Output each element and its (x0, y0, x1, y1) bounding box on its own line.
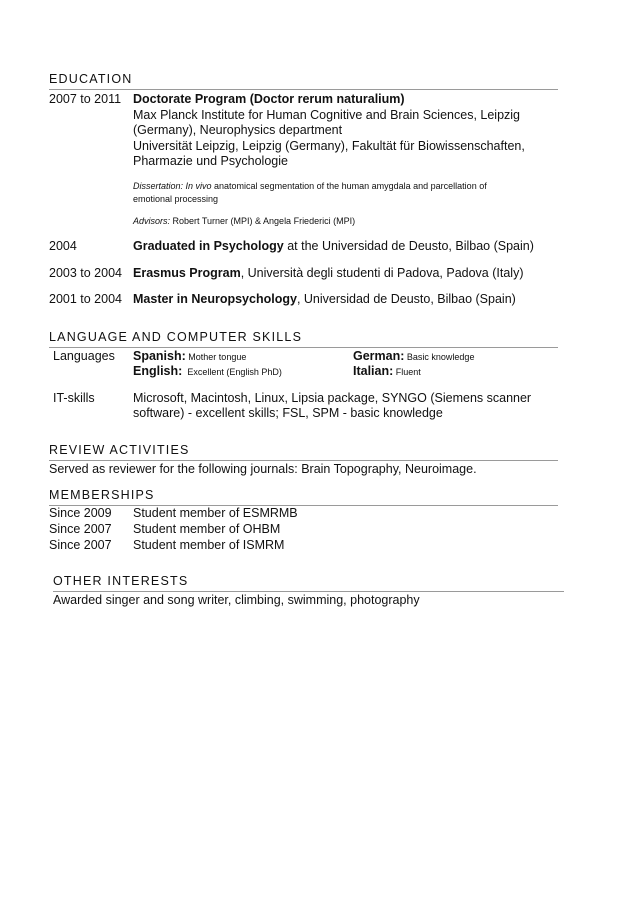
interests-heading: OTHER INTERESTS (53, 574, 189, 588)
english-label: English: (133, 364, 183, 378)
english-entry (133, 363, 282, 379)
master-title: Master in Neuropsychology (133, 292, 297, 306)
advisors-line (133, 214, 355, 228)
spanish-level: Mother tongue (185, 352, 247, 362)
psych-years: 2004 (49, 239, 77, 253)
erasmus-years: 2003 to 2004 (49, 266, 122, 280)
languages-label: Languages (53, 349, 115, 363)
membership-since: Since 2007 (49, 522, 112, 536)
doctorate-years: 2007 to 2011 (49, 92, 122, 106)
it-skills-label: IT-skills (53, 391, 95, 405)
doctorate-line2: (Germany), Neurophysics department (133, 123, 343, 137)
master-rest: , Universidad de Deusto, Bilbao (Spain) (296, 292, 516, 306)
membership-since: Since 2007 (49, 538, 112, 552)
doctorate-line1: Max Planck Institute for Human Cognitive and Brain Sciences, Leipzig (133, 108, 520, 122)
dissertation-line2: emotional processing (133, 194, 219, 204)
dissertation-text: anatomical segmentation of the human amygdala and parcellation of (211, 181, 487, 191)
interests-text: Awarded singer and song writer, climbing, swimming, photography (53, 593, 420, 607)
skills-rule (49, 347, 558, 348)
membership-since: Since 2009 (49, 506, 112, 520)
erasmus-title: Erasmus Program (133, 266, 241, 280)
doctorate-title: Doctorate Program (Doctor rerum naturalium) (133, 92, 405, 106)
psych-title: Graduated in Psychology (133, 239, 284, 253)
erasmus-rest: , Università degli studenti di Padova, Padova (Italy) (240, 266, 524, 280)
membership-text: Student member of OHBM (133, 522, 281, 536)
spanish-label: Spanish: (133, 349, 186, 363)
italian-level: Fluent (393, 367, 421, 377)
german-level: Basic knowledge (404, 352, 475, 362)
master-years: 2001 to 2004 (49, 292, 122, 306)
doctorate-line4: Pharmazie und Psychologie (133, 154, 288, 168)
italian-entry (353, 363, 421, 379)
it-skills-line2: software) - excellent skills; FSL, SPM - basic knowledge (133, 406, 443, 420)
review-text: Served as reviewer for the following journals: Brain Topography, Neuroimage. (49, 462, 477, 476)
psych-entry (133, 238, 534, 254)
advisors-text: Robert Turner (MPI) & Angela Friederici (MPI) (170, 216, 356, 226)
education-heading: EDUCATION (49, 72, 133, 86)
english-level: Excellent (English PhD) (182, 367, 282, 377)
dissertation-label: Dissertation: In vivo (133, 181, 212, 191)
spanish-entry (133, 348, 246, 364)
review-heading: REVIEW ACTIVITIES (49, 443, 190, 457)
psych-rest: at the Universidad de Deusto, Bilbao (Spain) (283, 239, 534, 253)
erasmus-entry (133, 265, 523, 281)
memberships-heading: MEMBERSHIPS (49, 488, 155, 502)
german-entry (353, 348, 474, 364)
doctorate-line3: Universität Leipzig, Leipzig (Germany), Fakultät für Biowissenschaften, (133, 139, 525, 153)
skills-heading: LANGUAGE AND COMPUTER SKILLS (49, 330, 303, 344)
education-rule (49, 89, 558, 90)
it-skills-line1: Microsoft, Macintosh, Linux, Lipsia package, SYNGO (Siemens scanner (133, 391, 532, 405)
memberships-rule (49, 505, 558, 506)
dissertation-line1 (133, 179, 487, 193)
italian-label: Italian: (353, 364, 394, 378)
membership-text: Student member of ESMRMB (133, 506, 298, 520)
master-entry (133, 291, 516, 307)
membership-text: Student member of ISMRM (133, 538, 285, 552)
advisors-label: Advisors: (133, 216, 171, 226)
german-label: German: (353, 349, 405, 363)
